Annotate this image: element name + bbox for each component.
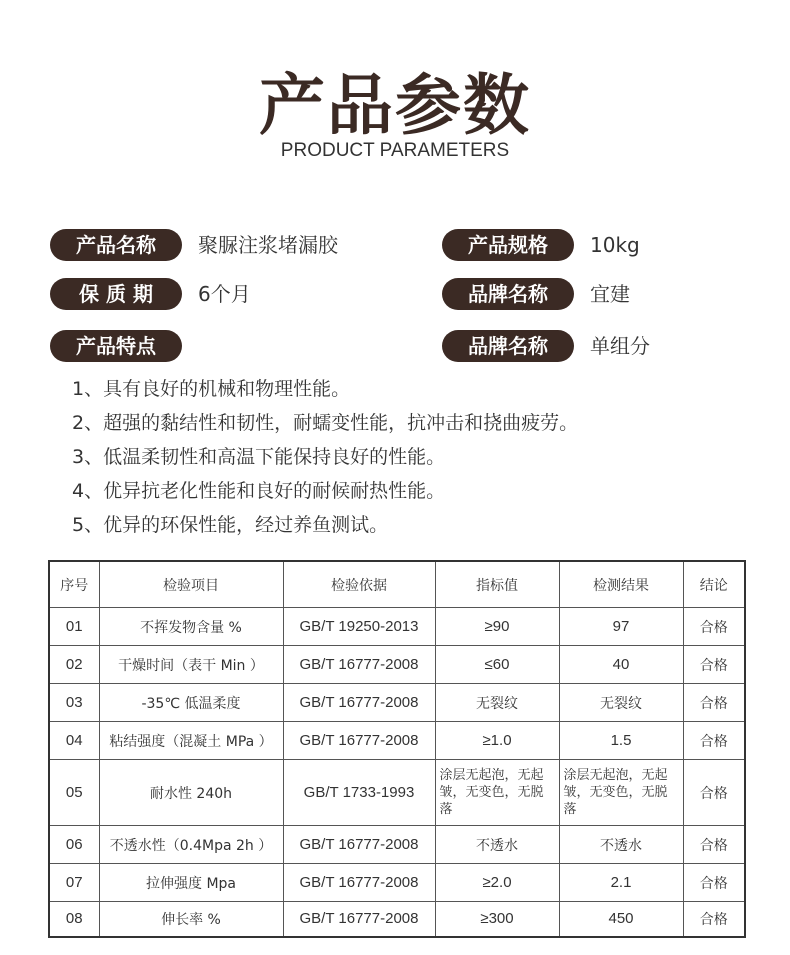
cell-test-result: 450 (559, 902, 683, 937)
product-spec-label: 产品规格 (442, 229, 574, 261)
table-row (49, 826, 745, 864)
cell-index-value: ≥2.0 (435, 864, 559, 902)
page-subtitle: PRODUCT PARAMETERS (280, 140, 510, 161)
cell-index: 01 (49, 608, 99, 646)
cell-index: 03 (49, 684, 99, 722)
cell-test-basis: GB/T 16777-2008 (283, 684, 435, 722)
cell-index: 05 (49, 760, 99, 826)
cell-test-result: 97 (559, 608, 683, 646)
header-test-basis: 检验依据 (283, 561, 435, 608)
header-conclusion: 结论 (683, 561, 745, 608)
cell-test-result: 无裂纹 (559, 684, 683, 722)
brand-name-value: 宜建 (590, 282, 630, 306)
feature-item: 3、低温柔韧性和高温下能保持良好的性能。 (72, 446, 446, 468)
cell-conclusion: 合格 (683, 826, 745, 864)
cell-test-result: 涂层无起泡，无起皱，无变色，无脱落 (559, 760, 683, 826)
cell-test-basis: GB/T 16777-2008 (283, 864, 435, 902)
cell-test-basis: GB/T 16777-2008 (283, 646, 435, 684)
table-row (49, 864, 745, 902)
cell-index: 04 (49, 722, 99, 760)
cell-conclusion: 合格 (683, 864, 745, 902)
cell-index: 08 (49, 902, 99, 937)
cell-index-value: 无裂纹 (435, 684, 559, 722)
cell-test-result: 不透水 (559, 826, 683, 864)
cell-test-item: 耐水性 240h (99, 760, 283, 826)
header-index-value: 指标值 (435, 561, 559, 608)
cell-index-value: ≥90 (435, 608, 559, 646)
page-title: 产品参数 (259, 67, 531, 144)
cell-test-item: 粘结强度（混凝土 MPa ） (99, 722, 283, 760)
table-row (49, 722, 745, 760)
product-name-value: 聚脲注浆堵漏胶 (198, 233, 338, 257)
table-row (49, 902, 745, 937)
cell-index-value: 不透水 (435, 826, 559, 864)
cell-conclusion: 合格 (683, 902, 745, 937)
cell-test-item: 干燥时间（表干 Min ） (99, 646, 283, 684)
brand-name-value-2: 单组分 (590, 334, 650, 358)
cell-conclusion: 合格 (683, 760, 745, 826)
cell-conclusion: 合格 (683, 684, 745, 722)
feature-item: 5、优异的环保性能，经过养鱼测试。 (72, 514, 389, 536)
feature-item: 4、优异抗老化性能和良好的耐候耐热性能。 (72, 480, 446, 502)
brand-name-label: 品牌名称 (442, 278, 574, 310)
product-spec-value: 10kg (590, 233, 640, 257)
cell-test-item: 拉伸强度 Mpa (99, 864, 283, 902)
product-name-label: 产品名称 (50, 229, 182, 261)
cell-test-result: 1.5 (559, 722, 683, 760)
cell-test-item: 不透水性（0.4Mpa 2h ） (99, 826, 283, 864)
cell-test-item: 伸长率 % (99, 902, 283, 937)
brand-name-label-2: 品牌名称 (442, 330, 574, 362)
product-features-label: 产品特点 (50, 330, 182, 362)
test-results-table (48, 560, 746, 938)
cell-test-item: -35℃ 低温柔度 (99, 684, 283, 722)
cell-test-result: 40 (559, 646, 683, 684)
cell-index: 02 (49, 646, 99, 684)
cell-test-basis: GB/T 19250-2013 (283, 608, 435, 646)
table-row (49, 684, 745, 722)
header-index: 序号 (49, 561, 99, 608)
cell-index: 07 (49, 864, 99, 902)
cell-conclusion: 合格 (683, 646, 745, 684)
cell-index-value: 涂层无起泡，无起皱，无变色，无脱落 (435, 760, 559, 826)
feature-item: 2、超强的黏结性和韧性，耐蠕变性能，抗冲击和挠曲疲劳。 (72, 412, 579, 434)
table-row (49, 760, 745, 826)
table-row (49, 646, 745, 684)
cell-index-value: ≤60 (435, 646, 559, 684)
cell-test-basis: GB/T 16777-2008 (283, 722, 435, 760)
cell-test-item: 不挥发物含量 % (99, 608, 283, 646)
features-list (72, 372, 578, 542)
cell-test-result: 2.1 (559, 864, 683, 902)
cell-conclusion: 合格 (683, 608, 745, 646)
header-test-item: 检验项目 (99, 561, 283, 608)
cell-index-value: ≥300 (435, 902, 559, 937)
cell-test-basis: GB/T 1733-1993 (283, 760, 435, 826)
header-test-result: 检测结果 (559, 561, 683, 608)
cell-index: 06 (49, 826, 99, 864)
shelf-life-value: 6个月 (198, 282, 251, 306)
cell-index-value: ≥1.0 (435, 722, 559, 760)
cell-test-basis: GB/T 16777-2008 (283, 826, 435, 864)
feature-item: 1、具有良好的机械和物理性能。 (72, 378, 351, 400)
cell-test-basis: GB/T 16777-2008 (283, 902, 435, 937)
table-header-row (49, 561, 745, 608)
cell-conclusion: 合格 (683, 722, 745, 760)
shelf-life-label: 保 质 期 (50, 278, 182, 310)
table-row (49, 608, 745, 646)
